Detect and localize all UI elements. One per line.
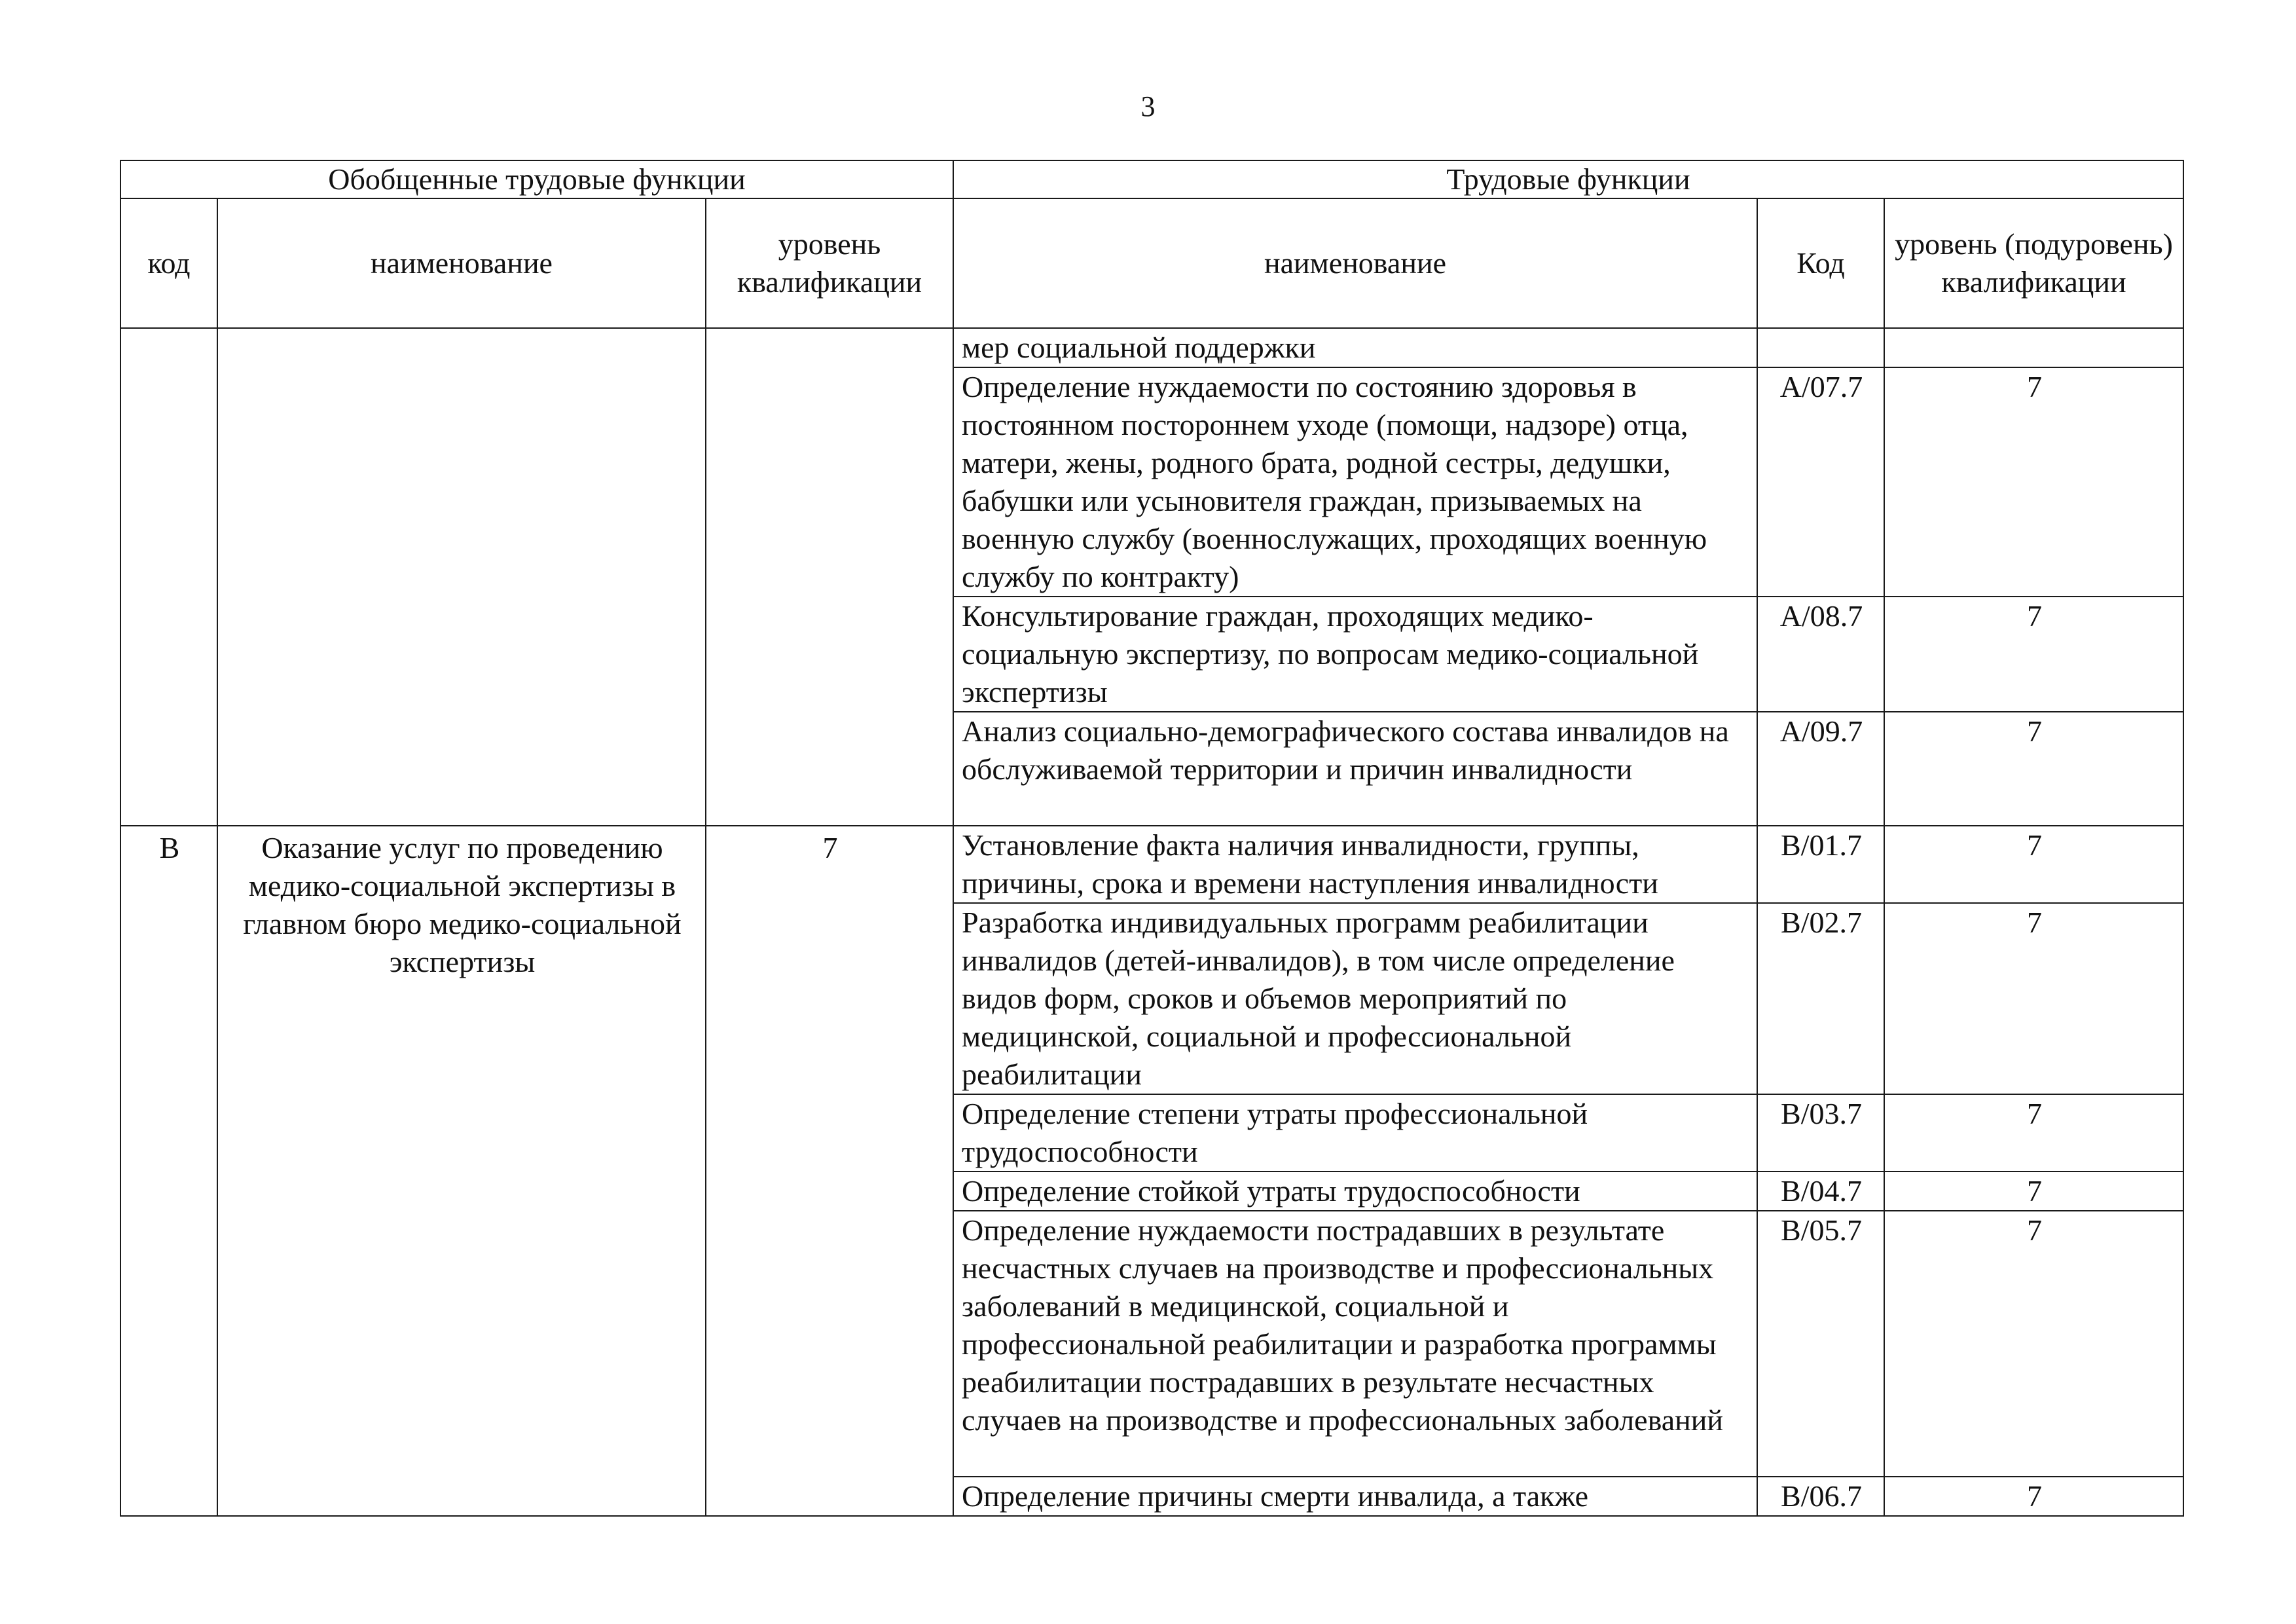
group-b-level: 7 [706, 826, 953, 1516]
group-header-row [120, 160, 2183, 198]
function-name: мер социальной поддержки [953, 328, 1757, 367]
function-level: 7 [1884, 712, 2183, 826]
name-column-header: наименование [217, 198, 706, 328]
function-code: B/05.7 [1757, 1211, 1884, 1477]
function-level: 7 [1884, 1172, 2183, 1211]
function-level: 7 [1884, 826, 2183, 903]
function-code: B/03.7 [1757, 1094, 1884, 1172]
page-number: 3 [1140, 90, 1156, 122]
function-level [1884, 328, 2183, 367]
function-name: Определение нуждаемости пострадавших в результате несчастных случаев на производстве и профессиональных заболеваний в медицинской, социальной и профессиональной реабилитации и разработка программы реабилитации пострадавших в результате несчастных случаев на производстве и профессиональных заболеваний [953, 1211, 1757, 1477]
function-level-column-header: уровень (подуровень) квалификации [1884, 198, 2183, 328]
group-b-code: B [120, 826, 217, 1516]
function-name: Разработка индивидуальных программ реабилитации инвалидов (детей-инвалидов), в том числе определение видов форм, сроков и объемов мероприятий по медицинской, социальной и профессиональной реабилитации [953, 903, 1757, 1094]
function-name: Установление факта наличия инвалидности, группы, причины, срока и времени наступления инвалидности [953, 826, 1757, 903]
group-a-code-cell [120, 328, 217, 826]
function-level: 7 [1884, 1094, 2183, 1172]
function-code: B/01.7 [1757, 826, 1884, 903]
function-name: Определение степени утраты профессиональной трудоспособности [953, 1094, 1757, 1172]
function-name: Консультирование граждан, проходящих медико-социальную экспертизу, по вопросам медико-социальной экспертизы [953, 597, 1757, 712]
table-row [120, 328, 2183, 367]
generalized-functions-header: Обобщенные трудовые функции [120, 160, 953, 198]
labor-functions-header: Трудовые функции [953, 160, 2183, 198]
function-name-column-header: наименование [953, 198, 1757, 328]
function-name: Определение нуждаемости по состоянию здоровья в постоянном постороннем уходе (помощи, надзоре) отца, матери, жены, родного брата, родной сестры, дедушки, бабушки или усыновителя граждан, призываемых на военную службу (военнослужащих, проходящих военную службу по контракту) [953, 367, 1757, 597]
function-name: Определение причины смерти инвалида, а также [953, 1477, 1757, 1516]
function-level: 7 [1884, 597, 2183, 712]
group-a-level-cell [706, 328, 953, 826]
function-code: A/08.7 [1757, 597, 1884, 712]
table-row [120, 826, 2183, 903]
function-code: B/02.7 [1757, 903, 1884, 1094]
group-b-name: Оказание услуг по проведению медико-социальной экспертизы в главном бюро медико-социальной экспертизы [217, 826, 706, 1516]
functions-table [120, 160, 2184, 1517]
function-name: Анализ социально-демографического состава инвалидов на обслуживаемой территории и причин инвалидности [953, 712, 1757, 826]
level-column-header: уровень квалификации [706, 198, 953, 328]
function-code: B/06.7 [1757, 1477, 1884, 1516]
function-code [1757, 328, 1884, 367]
function-level: 7 [1884, 1211, 2183, 1477]
function-code: A/07.7 [1757, 367, 1884, 597]
function-code: A/09.7 [1757, 712, 1884, 826]
function-level: 7 [1884, 367, 2183, 597]
function-code-column-header: Код [1757, 198, 1884, 328]
function-code: B/04.7 [1757, 1172, 1884, 1211]
function-level: 7 [1884, 1477, 2183, 1516]
code-column-header: код [120, 198, 217, 328]
group-a-name-cell [217, 328, 706, 826]
function-level: 7 [1884, 903, 2183, 1094]
function-name: Определение стойкой утраты трудоспособности [953, 1172, 1757, 1211]
column-header-row [120, 198, 2183, 328]
